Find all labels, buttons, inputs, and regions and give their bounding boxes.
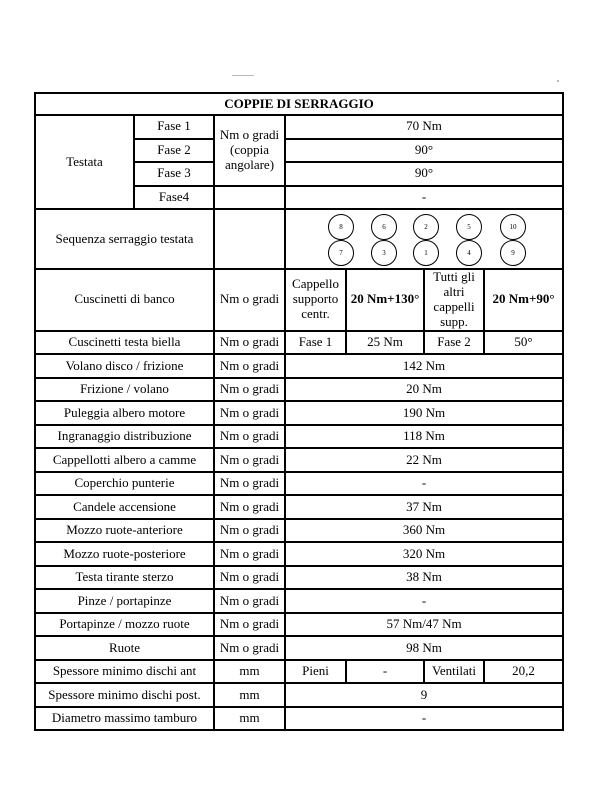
testata-phase-1-label: Fase 1 [134, 115, 214, 139]
row-value: - [285, 472, 563, 496]
row-label: Pinze / portapinze [35, 589, 214, 613]
dischi-post-value: 9 [285, 683, 563, 707]
row-unit: Nm o gradi [214, 401, 285, 425]
tamburo-value: - [285, 707, 563, 731]
row-label: Coperchio punterie [35, 472, 214, 496]
row-value: 20 Nm [285, 378, 563, 402]
bolt-top-5: 10 [500, 214, 526, 240]
row-label: Mozzo ruote-anteriore [35, 519, 214, 543]
row-value: 38 Nm [285, 566, 563, 590]
row-value: - [285, 589, 563, 613]
bolt-top-4: 5 [456, 214, 482, 240]
row-unit: Nm o gradi [214, 495, 285, 519]
row-unit: Nm o gradi [214, 448, 285, 472]
dischi-post-label: Spessore minimo dischi post. [35, 683, 214, 707]
bolt-bottom-1: 7 [328, 240, 354, 266]
row-value: 142 Nm [285, 354, 563, 378]
testata-phase-4-label: Fase4 [134, 186, 214, 210]
sequence-label: Sequenza serraggio testata [35, 209, 214, 269]
testata-unit: Nm o gradi (coppia angolare) [214, 115, 285, 186]
bolt-bottom-4: 4 [456, 240, 482, 266]
row-label: Frizione / volano [35, 378, 214, 402]
row-label: Ruote [35, 636, 214, 660]
bolt-top-2: 6 [371, 214, 397, 240]
dischi-ant-c3: Ventilati [424, 660, 484, 684]
biella-label: Cuscinetti testa biella [35, 331, 214, 355]
bolt-bottom-5: 9 [500, 240, 526, 266]
sequence-unit-empty [214, 209, 285, 269]
biella-c1: Fase 1 [285, 331, 346, 355]
bolt-top-3: 2 [413, 214, 439, 240]
testata-phase-4-value: - [285, 186, 563, 210]
dischi-ant-c1: Pieni [285, 660, 346, 684]
row-value: 190 Nm [285, 401, 563, 425]
row-unit: Nm o gradi [214, 566, 285, 590]
row-label: Candele accensione [35, 495, 214, 519]
banco-c4: 20 Nm+90° [484, 269, 563, 331]
bolt-bottom-2: 3 [371, 240, 397, 266]
testata-label: Testata [35, 115, 134, 209]
scan-mark [232, 75, 254, 76]
testata-phase-2-label: Fase 2 [134, 139, 214, 163]
row-label: Volano disco / frizione [35, 354, 214, 378]
row-value: 360 Nm [285, 519, 563, 543]
row-label: Portapinze / mozzo ruote [35, 613, 214, 637]
row-value: 320 Nm [285, 542, 563, 566]
row-label: Puleggia albero motore [35, 401, 214, 425]
row-unit: Nm o gradi [214, 636, 285, 660]
row-label: Testa tirante sterzo [35, 566, 214, 590]
tamburo-unit: mm [214, 707, 285, 731]
biella-c3: Fase 2 [424, 331, 484, 355]
banco-c2: 20 Nm+130° [346, 269, 424, 331]
row-unit: Nm o gradi [214, 589, 285, 613]
row-value: 37 Nm [285, 495, 563, 519]
dischi-post-unit: mm [214, 683, 285, 707]
dischi-ant-unit: mm [214, 660, 285, 684]
testata-phase-1-value: 70 Nm [285, 115, 563, 139]
row-value: 118 Nm [285, 425, 563, 449]
row-unit: Nm o gradi [214, 425, 285, 449]
bolt-sequence [288, 210, 560, 268]
biella-c2: 25 Nm [346, 331, 424, 355]
dischi-ant-c2: - [346, 660, 424, 684]
sequence-diagram [285, 209, 563, 269]
banco-c3: Tutti gli altri cappelli supp. [424, 269, 484, 331]
row-label: Ingranaggio distribuzione [35, 425, 214, 449]
bolt-bottom-3: 1 [413, 240, 439, 266]
row-unit: Nm o gradi [214, 354, 285, 378]
table-title: COPPIE DI SERRAGGIO [35, 93, 563, 115]
tamburo-label: Diametro massimo tamburo [35, 707, 214, 731]
banco-label: Cuscinetti di banco [35, 269, 214, 331]
testata-phase-3-value: 90° [285, 162, 563, 186]
row-label: Mozzo ruote-posteriore [35, 542, 214, 566]
dischi-ant-c4: 20,2 [484, 660, 563, 684]
dischi-ant-label: Spessore minimo dischi ant [35, 660, 214, 684]
biella-unit: Nm o gradi [214, 331, 285, 355]
scan-dot [557, 80, 559, 82]
row-value: 22 Nm [285, 448, 563, 472]
testata-phase-2-value: 90° [285, 139, 563, 163]
row-value: 57 Nm/47 Nm [285, 613, 563, 637]
row-unit: Nm o gradi [214, 472, 285, 496]
row-unit: Nm o gradi [214, 519, 285, 543]
biella-c4: 50° [484, 331, 563, 355]
torque-table [34, 92, 564, 731]
row-unit: Nm o gradi [214, 542, 285, 566]
testata-phase-4-unit-empty [214, 186, 285, 210]
banco-unit: Nm o gradi [214, 269, 285, 331]
banco-c1: Cappello supporto centr. [285, 269, 346, 331]
bolt-top-1: 8 [328, 214, 354, 240]
row-value: 98 Nm [285, 636, 563, 660]
row-unit: Nm o gradi [214, 613, 285, 637]
row-label: Cappellotti albero a camme [35, 448, 214, 472]
testata-phase-3-label: Fase 3 [134, 162, 214, 186]
row-unit: Nm o gradi [214, 378, 285, 402]
